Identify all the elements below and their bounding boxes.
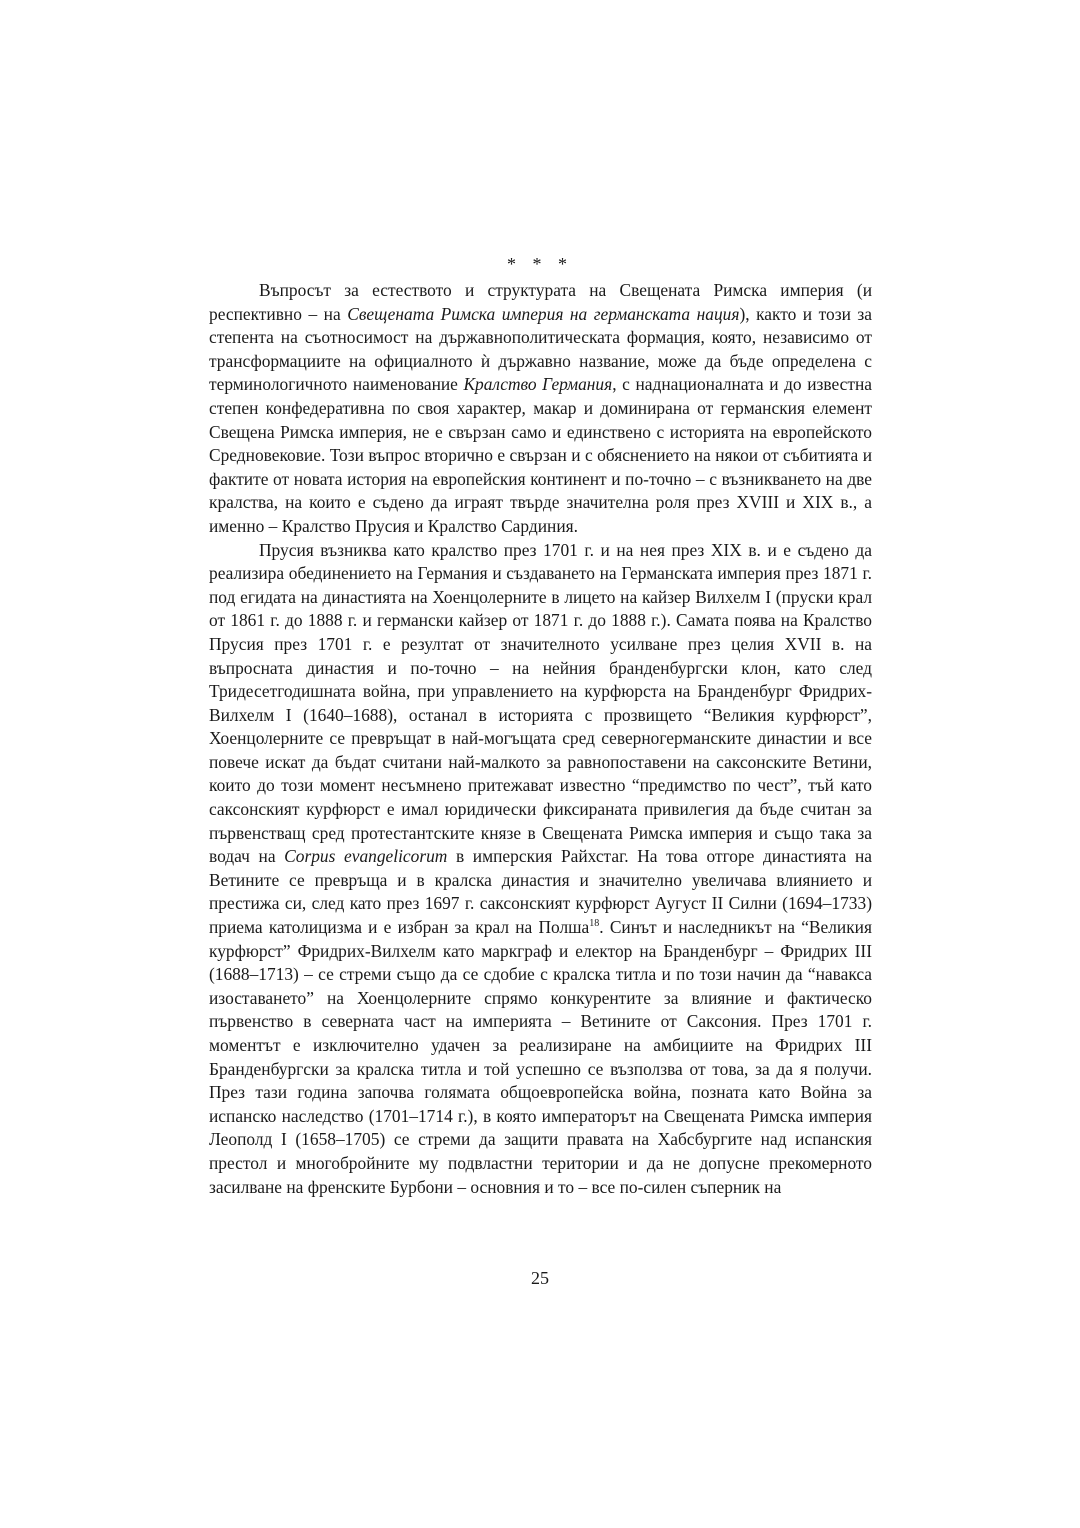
paragraph-1-text-2: ), както и този за степента на съотносимост на държавнополитическата формация, която, независимо от трансформациите на официалното ѝ държавно название, може да бъде определена с терминологичното наименование (209, 303, 872, 395)
page-number: 25 (531, 1268, 549, 1288)
paragraph-1 (209, 279, 872, 539)
paragraph-2-text-1: Прусия възниква като кралство през 1701 г. и на нея през XIX в. и е съдено да реализира обединението на Германия и създаването на Германската империя през 1871 г. под егидата на династията на Хоенцолерните в лицето на кайзер Вилхелм I (пруски крал от 1861 г. до 1888 г. и германски кайзер от 1871 г. до 1888 г.). Самата поява на Кралство Прусия през 1701 г. е резултат от значителното усилване през целия XVII в. на въпросната династия и по-точно – на нейния бранденбургски клон, като след Тридесетгодишната война, при управлението на курфюрста на Бранденбург Фридрих-Вилхелм I (1640–1688), останал в историята с прозвището “Великия курфюрст”, Хоенцолерните се превръщат в най-могъщата сред северногерманските династии и все повече искат да бъдат считани най-малкото за равнопоставени на саксонските Ветини, които до този момент несъмнено притежават известно “предимство по чест”, тъй като саксонският курфюрст е имал юридически фиксираната привилегия да бъде считан за първенстващ сред протестантските князе в Свещената Римска империя и също така за водач на (209, 539, 872, 867)
paragraph-1-text-3: , с наднационалната и до известна степен конфедеративна по своя характер, макар и доминирана от германския елемент Свещена Римска империя, не е свързан само и единствено с историята на европейското Средновековие. Този въпрос вторично е свързан и с обяснението на някои от събитията и фактите от новата история на европейския континент и по-точно – с възникването на две кралства, на които е съдено да играят твърде значителна роля през XVIII и XIX в., а именно – Кралство Прусия и Кралство Сардиния. (209, 374, 872, 536)
paragraph-2 (209, 539, 872, 1200)
paragraph-1-text-1: Въпросът за естеството и структурата на Свещената Римска империя (и респективно – на (209, 280, 872, 324)
paragraph-2-text-2: в имперския Райхстаг. На това отгоре династията на Ветините се превръща и в кралска династия и значително увеличава влиянието и престижа си, след като през 1697 г. саксонският курфюрст Аугуст II Силни (1694–1733) приема католицизма и е избран за крал на Полша (209, 846, 872, 938)
section-separator: * * * (507, 254, 573, 274)
paragraph-2-italic-1: Corpus evangelicorum (284, 846, 448, 867)
paragraph-2-text-3: . Синът и наследникът на “Великия курфюрст” Фридрих-Вилхелм като маркграф и електор на Бранденбург – Фридрих III (1688–1713) – се стреми също да се сдобие с кралска титла и по този начин да “навакса изоставането” на Хоенцолерните спрямо конкурентите за влияние и фактическо първенство в северната част на империята – Ветините от Саксония. През 1701 г. моментът е изключително удачен за реализиране на амбициите на Фридрих III Бранденбургски за кралска титла и той успешно се възползва от това, за да я получи. През тази година започва голямата общоевропейска война, позната като Война за испанско наследство (1701–1714 г.), в която императорът на Свещената Римска империя Леополд I (1658–1705) се стреми да защити правата на Хабсбургите над испанския престол и многобройните му подвластни територии и да не допусне прекомерното засилване на френските Бурбони – основния и то – все по-силен съперник на (209, 917, 872, 1197)
footnote-marker[interactable]: 18 (589, 918, 600, 930)
paragraph-1-italic-1: Свещената Римска империя на германската нация (347, 303, 740, 324)
paragraph-1-italic-2: Кралство Германия (463, 374, 613, 395)
body-text (209, 279, 872, 1199)
